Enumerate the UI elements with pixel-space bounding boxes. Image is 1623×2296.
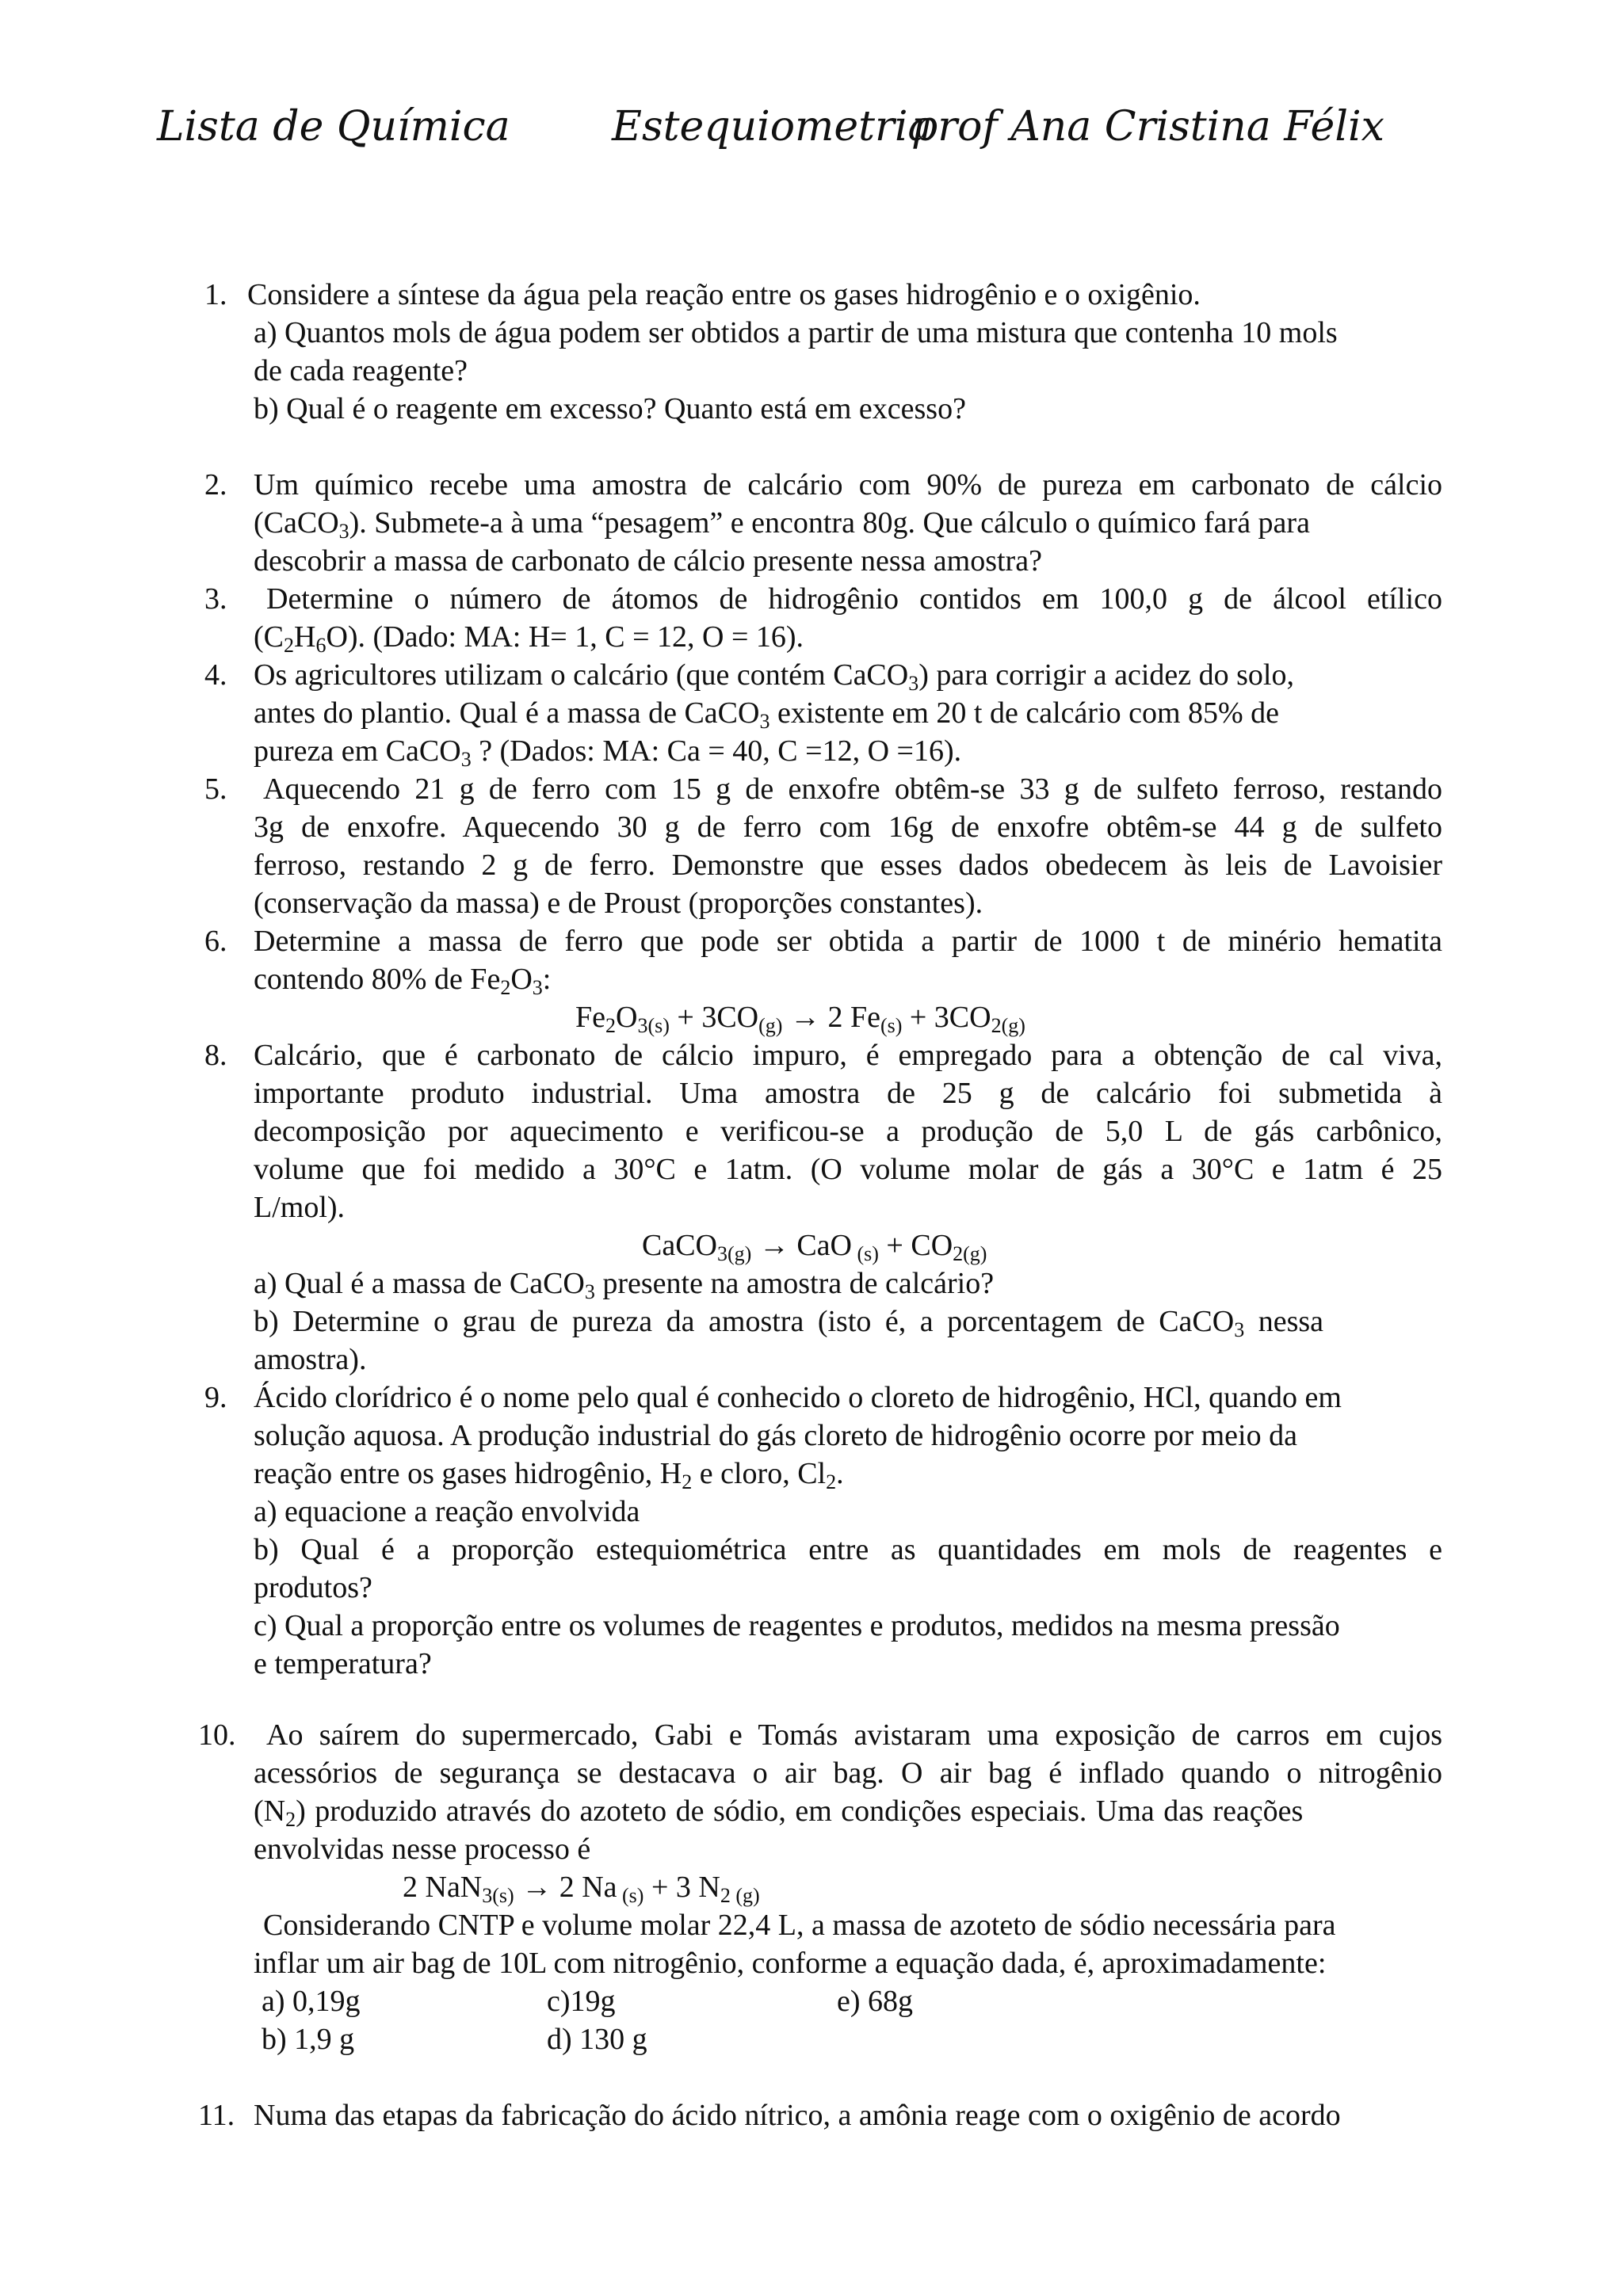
header-teacher: prof Ana Cristina Félix — [911, 103, 1384, 151]
question-number: 11. — [198, 2099, 235, 2132]
question-text: antes do plantio. Qual é a massa de CaCO$_3$ existente em 20 t de calcário com 85% de — [254, 696, 1280, 733]
question-number: 4. — [204, 658, 227, 692]
question-item-b: b) Qual é a proporção estequiométrica entre as quantidades em mols de reagentes e — [254, 1533, 1442, 1566]
answer-option-b: b) 1,9 g — [262, 2023, 355, 2056]
question-number: 6. — [204, 925, 227, 958]
question-item-a: a) equacione a reação envolvida — [254, 1495, 640, 1528]
chemical-equation: $Fe_2O_{3(s)} + 3CO_{(g)} \to 2$ $Fe_{(s)} + 3CO_{2(g)}$ — [575, 1001, 1025, 1037]
answer-option-a: a) 0,19g — [262, 1985, 361, 2018]
question-text: Ácido clorídrico é o nome pelo qual é conhecido o cloreto de hidrogênio, HCl, quando em — [254, 1381, 1342, 1414]
question-text: Determine a massa de ferro que pode ser obtida a partir de 1000 t de minério hematita — [254, 925, 1442, 958]
question-text: (conservação da massa) e de Proust (proporções constantes). — [254, 887, 983, 920]
answer-option-c: c)19g — [547, 1985, 616, 2018]
question-number: 3. — [204, 582, 227, 616]
answer-option-e: e) 68g — [837, 1985, 914, 2018]
question-text: a) Quantos mols de água podem ser obtidos a partir de uma mistura que contenha 10 mols — [254, 316, 1338, 349]
question-text: decomposição por aquecimento e verificou-se a produção de 5,0 L de gás carbônico, — [254, 1115, 1442, 1148]
question-text: 3g de enxofre. Aquecendo 30 g de ferro com 16g de enxofre obtêm-se 44 g de sulfeto — [254, 810, 1442, 844]
question-text: inflar um air bag de 10L com nitrogênio, conforme a equação dada, é, aproximadamente: — [254, 1947, 1327, 1980]
question-text: pureza em CaCO$_3$ ? (Dados: MA: Ca = 40, C =12, O =16). — [254, 734, 962, 771]
question-text: solução aquosa. A produção industrial do gás cloreto de hidrogênio ocorre por meio da — [254, 1419, 1297, 1452]
answer-option-d: d) 130 g — [547, 2023, 647, 2056]
question-text: amostra). — [254, 1343, 367, 1376]
question-text: $(N_2)$ produzido através do azoteto de sódio, em condições especiais. Uma das reações — [254, 1794, 1304, 1831]
question-text: ferroso, restando 2 g de ferro. Demonstre que esses dados obedecem às leis de Lavoisier — [254, 849, 1442, 882]
question-text: Um químico recebe uma amostra de calcário com 90% de pureza em carbonato de cálcio — [254, 468, 1442, 502]
question-number: 9. — [204, 1381, 227, 1414]
question-text: L/mol). — [254, 1191, 346, 1224]
chemical-equation: CaCO$_{3(g)}$ → CaO $_{(s)} + CO_{2(g)}$ — [642, 1229, 987, 1265]
question-text: e temperatura? — [254, 1647, 432, 1680]
question-text: de cada reagente? — [254, 354, 468, 387]
question-item-c: c) Qual a proporção entre os volumes de reagentes e produtos, medidos na mesma pressão — [254, 1609, 1340, 1642]
question-text: Considere a síntese da água pela reação entre os gases hidrogênio e o oxigênio. — [247, 278, 1201, 311]
question-text: descobrir a massa de carbonato de cálcio presente nessa amostra? — [254, 544, 1042, 578]
question-text: Numa das etapas da fabricação do ácido nítrico, a amônia reage com o oxigênio de acordo — [254, 2099, 1341, 2132]
question-text: Calcário, que é carbonato de cálcio impuro, é empregado para a obtenção de cal viva, — [254, 1039, 1442, 1072]
question-text: Os agricultores utilizam o calcário (que contém CaCO$_3$) para corrigir a acidez do solo, — [254, 658, 1294, 695]
question-item-b: b) Determine o grau de pureza da amostra (isto é, a porcentagem de CaCO$_3$ nessa — [254, 1305, 1324, 1341]
question-number: 2. — [204, 468, 227, 502]
question-number: 1. — [204, 278, 227, 311]
question-text: reação entre os gases hidrogênio, $H_2$ e cloro, $Cl_2$. — [254, 1457, 844, 1493]
chemical-equation: 2 NaN$_{3(s)}$ → 2 Na $_{(s)}$ + 3 $N_{2 (g)}$ — [403, 1871, 760, 1907]
question-text: Determine o número de átomos de hidrogênio contidos em 100,0 g de álcool etílico — [266, 582, 1442, 616]
question-number: 5. — [204, 772, 227, 806]
question-text: (CaCO$_3$). Submete-a à uma “pesagem” e encontra 80g. Que cálculo o químico fará para — [254, 506, 1310, 543]
question-text: produtos? — [254, 1571, 372, 1604]
header-topic: Estequiometria — [612, 103, 933, 151]
header-subject: Lista de Química — [157, 103, 510, 151]
question-item-a: a) Qual é a massa de CaCO$_3$ presente na amostra de calcário? — [254, 1267, 995, 1303]
question-number: 10. — [198, 1718, 236, 1752]
question-text: contendo 80% de $Fe_2O_3$: — [254, 963, 552, 999]
question-number: 8. — [204, 1039, 227, 1072]
question-text: envolvidas nesse processo é — [254, 1833, 591, 1866]
question-text: Considerando CNTP e volume molar 22,4 L, a massa de azoteto de sódio necessária para — [263, 1909, 1336, 1942]
question-text: volume que foi medido a 30°C e 1atm. (O volume molar de gás a 30°C e 1atm é 25 — [254, 1153, 1442, 1186]
question-text: $(C_2H_6O)$. (Dado: MA: H= 1, C = 12, O = 16). — [254, 620, 804, 657]
question-text: Ao saírem do supermercado, Gabi e Tomás avistaram uma exposição de carros em cujos — [266, 1718, 1442, 1752]
question-text: b) Qual é o reagente em excesso? Quanto está em excesso? — [254, 392, 966, 425]
question-text: Aquecendo 21 g de ferro com 15 g de enxofre obtêm-se 33 g de sulfeto ferroso, restando — [263, 772, 1442, 806]
question-text: importante produto industrial. Uma amostra de 25 g de calcário foi submetida à — [254, 1077, 1442, 1110]
question-text: acessórios de segurança se destacava o air bag. O air bag é inflado quando o nitrogênio — [254, 1756, 1442, 1790]
